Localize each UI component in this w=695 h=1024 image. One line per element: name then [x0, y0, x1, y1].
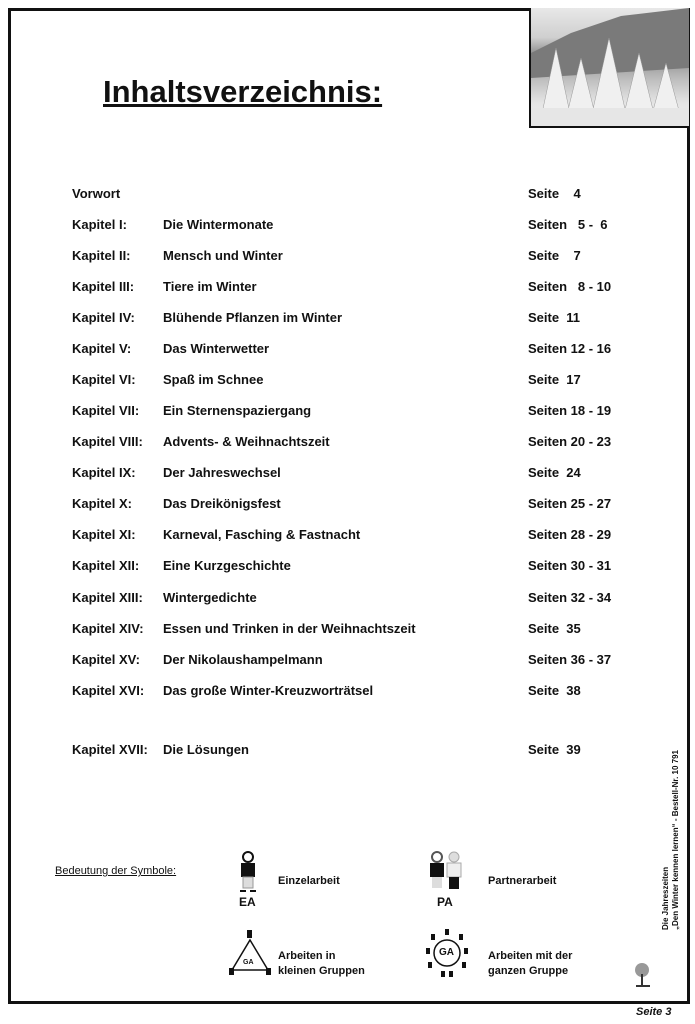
page-reference: Seite 17 [528, 372, 581, 387]
ga-all-line1: Arbeiten mit der [488, 950, 573, 962]
page-reference: Seite 11 [528, 310, 581, 325]
winter-landscape-photo [529, 8, 689, 128]
chapter-label: Vorwort [72, 186, 121, 201]
ga-small-label [278, 949, 365, 979]
chapter-title: Blühende Pflanzen im Winter [163, 310, 343, 325]
page-reference: Seiten 8 - 10 [528, 279, 612, 294]
chapter-title: Das Dreikönigsfest [163, 496, 281, 511]
page-reference: Seite 4 [528, 186, 581, 201]
chapter-label: Kapitel XVI: [72, 683, 145, 698]
chapter-label: Kapitel VIII: [72, 434, 143, 449]
single-person-icon [236, 850, 260, 894]
toc-entry [72, 434, 632, 450]
chapter-title: Ein Sternenspaziergang [163, 403, 312, 418]
toc-entry [72, 310, 632, 326]
toc-entry [72, 186, 632, 202]
chapter-label: Kapitel III: [72, 279, 135, 294]
chapter-title: Essen und Trinken in der Weihnachtszeit [163, 621, 416, 636]
toc-entry [72, 279, 632, 295]
page-reference: Seite 38 [528, 683, 581, 698]
toc-entry [72, 465, 632, 481]
page-reference: Seiten 36 - 37 [528, 652, 612, 667]
ea-label: Einzelarbeit [278, 875, 340, 887]
chapter-label: Kapitel II: [72, 248, 131, 263]
toc-entry [72, 217, 632, 233]
chapter-title: Das Winterwetter [163, 341, 270, 356]
toc-entry [72, 372, 632, 388]
pa-label: Partnerarbeit [488, 875, 557, 887]
page-number: Seite 3 [636, 1006, 672, 1018]
ga-small-abbr: GA [243, 959, 254, 966]
page-reference: Seite 7 [528, 248, 581, 263]
page-reference: Seite 39 [528, 742, 581, 757]
publisher-logo-icon [634, 960, 654, 990]
chapter-title: Tiere im Winter [163, 279, 257, 294]
chapter-label: Kapitel XV: [72, 652, 140, 667]
page-reference: Seiten 20 - 23 [528, 434, 612, 449]
chapter-title: Wintergedichte [163, 590, 257, 605]
toc-entry [72, 341, 632, 357]
series-title: Die Jahreszeiten [661, 866, 670, 930]
chapter-label: Kapitel XVII: [72, 742, 148, 757]
whole-group-icon [424, 928, 470, 978]
toc-entry [72, 558, 632, 574]
toc-entry [72, 248, 632, 264]
chapter-title: Spaß im Schnee [163, 372, 264, 387]
small-group-icon [228, 928, 272, 976]
chapter-title: Das große Winter-Kreuzworträtsel [163, 683, 374, 698]
page-reference: Seiten 32 - 34 [528, 590, 612, 605]
page-reference: Seite 24 [528, 465, 581, 480]
chapter-title: Der Jahreswechsel [163, 465, 281, 480]
ga-small-line2: kleinen Gruppen [278, 965, 365, 977]
toc-entry [72, 621, 632, 637]
chapter-label: Kapitel V: [72, 341, 132, 356]
chapter-label: Kapitel IX: [72, 465, 136, 480]
chapter-title: Karneval, Fasching & Fastnacht [163, 527, 361, 542]
toc-entry [72, 527, 632, 543]
toc-entry [72, 590, 632, 606]
toc-entry [72, 496, 632, 512]
chapter-title: Advents- & Weihnachtszeit [163, 434, 330, 449]
publisher-info [661, 750, 681, 930]
pa-abbr: PA [437, 895, 453, 909]
ga-all-abbr: GA [439, 947, 454, 958]
page-reference: Seiten 12 - 16 [528, 341, 612, 356]
legend-label: Bedeutung der Symbole: [55, 865, 177, 877]
book-title-order-number: „Den Winter kennen lernen“ - Bestell-Nr. 10 791 [671, 750, 680, 930]
toc-entry [72, 652, 632, 668]
page-reference: Seiten 5 - 6 [528, 217, 608, 232]
toc-entry [72, 683, 632, 699]
chapter-label: Kapitel VII: [72, 403, 140, 418]
ga-all-label [488, 949, 572, 979]
page-reference: Seiten 28 - 29 [528, 527, 612, 542]
page-reference: Seiten 30 - 31 [528, 558, 612, 573]
page-reference: Seiten 18 - 19 [528, 403, 612, 418]
ga-small-line1: Arbeiten in [278, 950, 336, 962]
chapter-label: Kapitel I: [72, 217, 127, 232]
ga-all-line2: ganzen Gruppe [488, 965, 569, 977]
chapter-title: Die Wintermonate [163, 217, 274, 232]
page-title: Inhaltsverzeichnis: [103, 74, 383, 109]
chapter-label: Kapitel X: [72, 496, 132, 511]
ea-abbr: EA [239, 895, 256, 909]
chapter-label: Kapitel XIV: [72, 621, 144, 636]
chapter-label: Kapitel XII: [72, 558, 140, 573]
toc-entry [72, 403, 632, 419]
chapter-title: Die Lösungen [163, 742, 249, 757]
page-reference: Seite 35 [528, 621, 581, 636]
chapter-title: Der Nikolaushampelmann [163, 652, 323, 667]
chapter-title: Mensch und Winter [163, 248, 283, 263]
chapter-title: Eine Kurzgeschichte [163, 558, 291, 573]
chapter-label: Kapitel VI: [72, 372, 136, 387]
chapter-label: Kapitel XIII: [72, 590, 143, 605]
toc-entry [72, 742, 632, 758]
chapter-label: Kapitel IV: [72, 310, 135, 325]
page-reference: Seiten 25 - 27 [528, 496, 612, 511]
partner-icon [426, 850, 466, 894]
chapter-label: Kapitel XI: [72, 527, 136, 542]
